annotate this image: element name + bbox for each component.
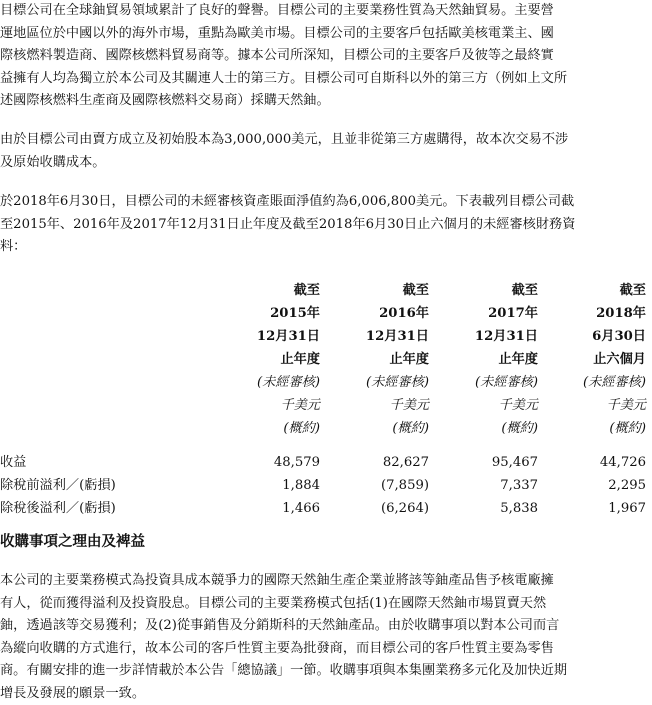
paragraph-line: 運地區位於中國以外的海外市場，重點為歐美市場。目標公司的主要客戶包括歐美核電業主、國 <box>0 23 650 46</box>
column-header-2018 <box>516 279 646 440</box>
header-line: 止六個月 <box>516 348 646 371</box>
table-cell: (7,859) <box>319 474 429 497</box>
paragraph-line: 增長及發展的願景一致。 <box>0 683 650 705</box>
unit-note: 千美元 <box>299 394 429 417</box>
audit-note: (未經審核) <box>299 371 429 394</box>
header-line: 12月31日 <box>299 325 429 348</box>
table-cell: 44,726 <box>536 451 646 474</box>
paragraph-line: 益擁有人均為獨立於本公司及其關連人士的第三方。目標公司可自斯科以外的第三方（例如上文所 <box>0 68 650 91</box>
row-label: 除稅前溢利／(虧損) <box>0 474 116 497</box>
unit-note: 千美元 <box>516 394 646 417</box>
approx-note: (概約) <box>408 417 538 440</box>
table-cell: (6,264) <box>319 497 429 520</box>
unit-note: 千美元 <box>408 394 538 417</box>
unit-note: 千美元 <box>190 394 320 417</box>
intro-paragraph <box>0 0 650 113</box>
table-cell: 82,627 <box>319 451 429 474</box>
header-line: 12月31日 <box>408 325 538 348</box>
paragraph-line: 料： <box>0 236 650 259</box>
header-line: 12月31日 <box>190 325 320 348</box>
audit-note: (未經審核) <box>408 371 538 394</box>
reasons-paragraph <box>0 570 650 705</box>
table-cell: 48,579 <box>210 451 320 474</box>
table-cell: 2,295 <box>536 474 646 497</box>
header-line: 2018年 <box>516 302 646 325</box>
header-line: 截至 <box>516 279 646 302</box>
audit-note: (未經審核) <box>190 371 320 394</box>
table-row <box>0 497 652 520</box>
header-line: 止年度 <box>190 348 320 371</box>
paragraph-line: 本公司的主要業務模式為投資具成本競爭力的國際天然鈾生產企業並將該等鈾產品售予核電廠擁 <box>0 570 650 593</box>
paragraph-line: 述國際核燃料生產商及國際核燃料交易商）採購天然鈾。 <box>0 90 650 113</box>
approx-note: (概約) <box>299 417 429 440</box>
header-line: 截至 <box>190 279 320 302</box>
financial-table-header <box>0 279 652 429</box>
paragraph-line: 由於目標公司由賣方成立及初始股本為3,000,000美元，且並非從第三方處購得，故本次交易不涉 <box>0 129 650 152</box>
table-cell: 7,337 <box>428 474 538 497</box>
paragraph-line: 目標公司在全球鈾貿易領域累計了良好的聲譽。目標公司的主要業務性質為天然鈾貿易。主要營 <box>0 0 650 23</box>
table-cell: 95,467 <box>428 451 538 474</box>
header-line: 止年度 <box>299 348 429 371</box>
paragraph-line: 有人，從而獲得溢利及投資股息。目標公司的主要業務模式包括(1)在國際天然鈾市場買賣天然 <box>0 593 650 616</box>
paragraph-line: 為縱向收購的方式進行，故本公司的客戶性質主要為批發商，而目標公司的客戶性質主要為零售 <box>0 638 650 661</box>
paragraph-line: 際核燃料製造商、國際核燃料貿易商等。據本公司所深知，目標公司的主要客戶及彼等之最終實 <box>0 45 650 68</box>
table-row <box>0 451 652 474</box>
paragraph-line: 及原始收購成本。 <box>0 152 650 175</box>
row-label: 除稅後溢利／(虧損) <box>0 497 116 520</box>
net-asset-paragraph <box>0 191 650 259</box>
audit-note: (未經審核) <box>516 371 646 394</box>
header-line: 2015年 <box>190 302 320 325</box>
paragraph-line: 商。有關安排的進一步詳情載於本公告「總協議」一節。收購事項與本集團業務多元化及加快近期 <box>0 660 650 683</box>
row-label: 收益 <box>0 451 26 474</box>
section-heading: 收購事項之理由及裨益 <box>0 531 145 553</box>
header-line: 2016年 <box>299 302 429 325</box>
table-cell: 5,838 <box>428 497 538 520</box>
header-line: 6月30日 <box>516 325 646 348</box>
acquisition-cost-paragraph <box>0 129 650 174</box>
table-cell: 1,466 <box>210 497 320 520</box>
table-row <box>0 474 652 497</box>
header-line: 截至 <box>408 279 538 302</box>
header-line: 截至 <box>299 279 429 302</box>
table-cell: 1,967 <box>536 497 646 520</box>
header-line: 止年度 <box>408 348 538 371</box>
approx-note: (概約) <box>190 417 320 440</box>
financial-table-body <box>0 451 652 520</box>
header-line: 2017年 <box>408 302 538 325</box>
paragraph-line: 至2015年、2016年及2017年12月31日止年度及截至2018年6月30日止六個月的未經審核財務資 <box>0 214 650 237</box>
approx-note: (概約) <box>516 417 646 440</box>
table-cell: 1,884 <box>210 474 320 497</box>
paragraph-line: 於2018年6月30日，目標公司的未經審核資產賬面淨值約為6,006,800美元。下表載列目標公司截 <box>0 191 650 214</box>
paragraph-line: 鈾，透過該等交易獲利；及(2)從事銷售及分銷斯科的天然鈾產品。由於收購事項以對本公司而言 <box>0 615 650 638</box>
